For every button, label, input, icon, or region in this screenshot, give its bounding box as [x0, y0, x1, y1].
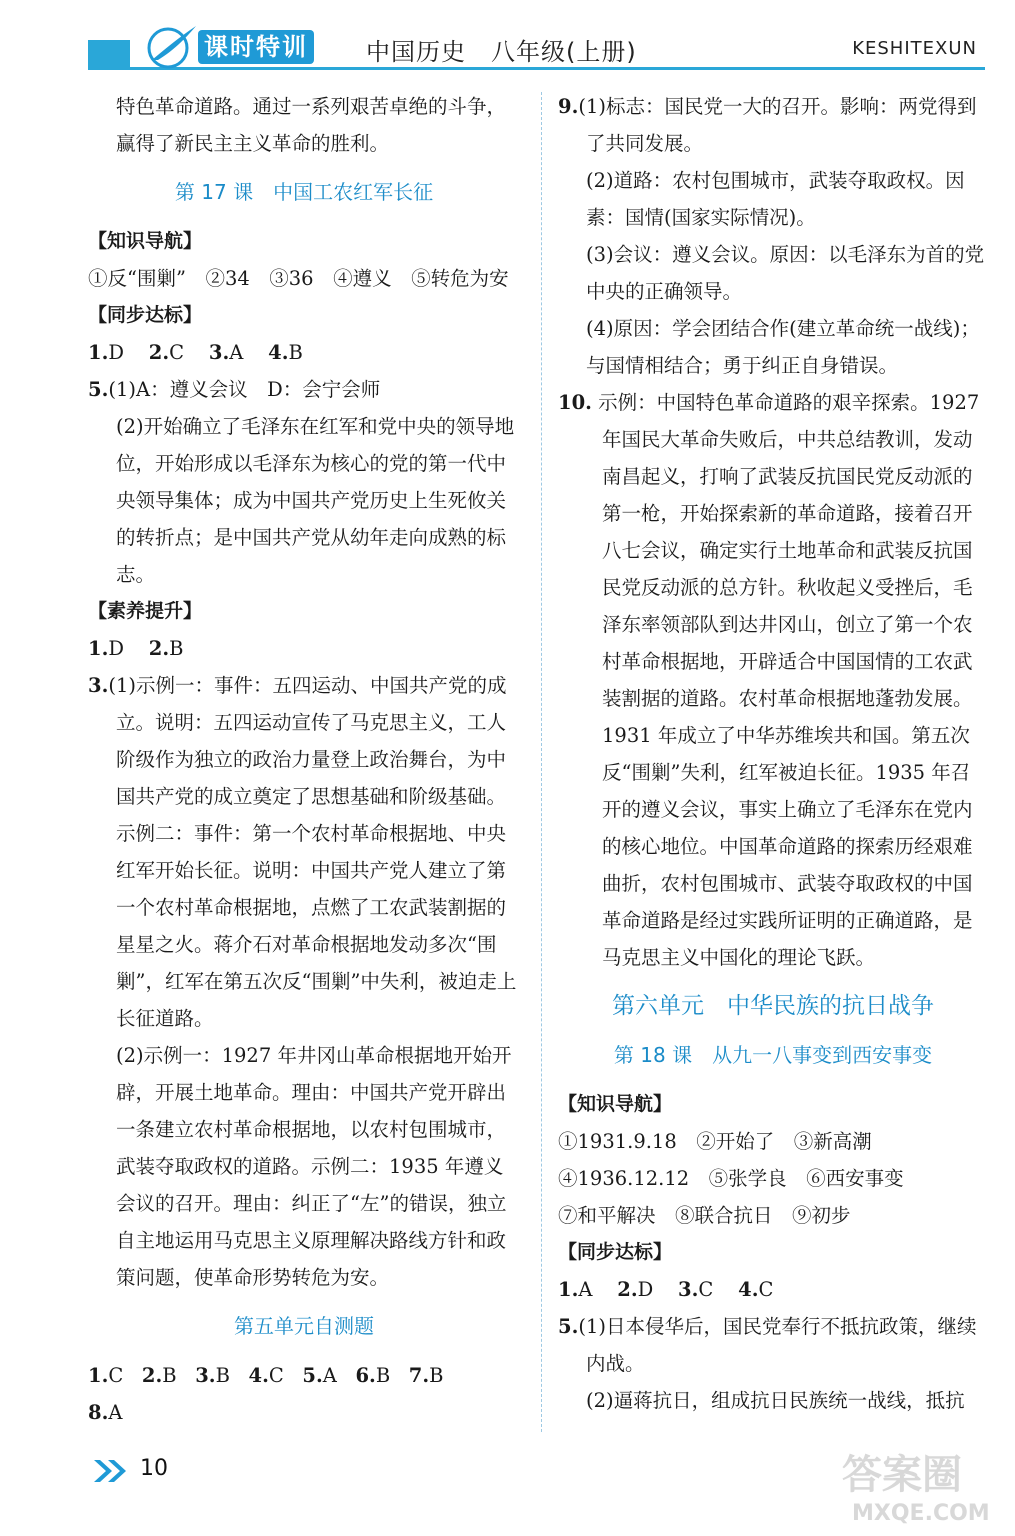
right-column [558, 88, 988, 1419]
svg-text:答案圈: 答案圈 [842, 1452, 962, 1498]
feather-logo-icon [140, 20, 200, 70]
tongbu-answer-row: 1.D 2.C 3.A 4.B [88, 341, 303, 364]
brand-title: 课时特训 [198, 30, 314, 64]
question-5-part-2: (2)开始确立了毛泽东在红军和党中央的领导地位，开始形成以毛泽东为核心的党的第一代中央领导集体；成为中国共产党历史上生死攸关的转折点；是中国共产党从幼年走向成熟的标志。 [116, 415, 515, 586]
unit-6-title: 第六单元 中华民族的抗日战争 [612, 993, 934, 1019]
header-rule [130, 67, 985, 70]
unit-5-answer-row: 1.C 2.B 3.B 4.C 5.A 6.B 7.B [88, 1364, 444, 1387]
question-5-part-1: 5.(1)日本侵华后，国民党奉行不抵抗政策，继续内战。 [558, 1315, 977, 1375]
zhishi-answers: ①反“围剿” ②34 ③36 ④遵义 ⑤转危为安 [88, 267, 509, 290]
question-5-part-1: 5.(1)A：遵义会议 D：会宁会师 [88, 378, 381, 401]
question-9-part-2: (2)道路：农村包围城市，武装夺取政权。因素：国情(国家实际情况)。 [586, 169, 965, 229]
question-9-part-4: (4)原因：学会团结合作(建立革命统一战线)；与国情相结合；勇于纠正自身错误。 [586, 317, 980, 377]
zhishi-answers-line: ⑦和平解决 ⑧联合抗日 ⑨初步 [558, 1204, 851, 1227]
zhishi-answers-line: ①1931.9.18 ②开始了 ③新高潮 [558, 1130, 872, 1153]
watermark-logo [832, 1438, 1002, 1528]
unit-5-answer-row: 8.A [88, 1401, 123, 1424]
double-chevron-icon [92, 1458, 132, 1484]
left-column [88, 88, 520, 1431]
question-3-part-2: (2)示例一：1927 年井冈山革命根据地开始开辟，开展土地革命。理由：中国共产党开辟出一条建立农村革命根据地，以农村包围城市，武装夺取政权的道路。示例二：1935 年遵义会议的召开。理由：纠正了“左”的错误，独立自主地运用马克思主义原理解决路线方针和政策问题，使革命形势转危为安。 [116, 1044, 512, 1289]
question-9-part-3: (3)会议：遵义会议。原因：以毛泽东为首的党中央的正确领导。 [586, 243, 985, 303]
lesson-18-title: 第 18 课 从九一八事变到西安事变 [613, 1043, 933, 1067]
question-10: 10. 示例：中国特色革命道路的艰辛探索。1927 年国民大革命失败后，中共总结教训，发动南昌起义，打响了武装反抗国民党反动派的第一枪，开始探索新的革命道路，接着召开八七会议，确定实行土地革命和武装反抗国民党反动派的总方针。秋收起义受挫后，毛泽东率领部队到达井冈山，创立了第一个农村革命根据地，开辟适合中国国情的工农武装割据的道路。农村革命根据地蓬勃发展。1931 年成立了中华苏维埃共和国。第五次反“围剿”失利，红军被迫长征。1935 年召开的遵义会议，事实上确立了毛泽东在党内的核心地位。中国革命道路的探索历经艰难曲折，农村包围城市、武装夺取政权的中国革命道路是经过实践所证明的正确道路，是马克思主义中国化的理论飞跃。 [558, 391, 980, 969]
page-number: 10 [140, 1456, 168, 1481]
section-heading-zhishi: 【知识导航】 [558, 1093, 673, 1115]
section-heading-tongbu: 【同步达标】 [88, 304, 203, 326]
intro-line: 特色革命道路。通过一系列艰苦卓绝的斗争， [116, 95, 507, 118]
intro-line: 赢得了新民主主义革命的胜利。 [116, 132, 390, 155]
question-3-part-1: 3.(1)示例一：事件：五四运动、中国共产党的成立。说明：五四运动宣传了马克思主义，工人阶级作为独立的政治力量登上政治舞台，为中国共产党的成立奠定了思想基础和阶级基础。示例二：事件：第一个农村革命根据地、中央红军开始长征。说明：中国共产党人建立了第一个农村革命根据地，点燃了工农武装割据的星星之火。蒋介石对革命根据地发动多次“围剿”，红军在第五次反“围剿”中失利，被迫走上长征道路。 [88, 674, 517, 1030]
subject-title: 中国历史 八年级(上册) [366, 38, 637, 66]
header-color-block [88, 40, 130, 70]
lesson-17-title: 第 17 课 中国工农红军长征 [174, 180, 434, 204]
section-heading-suyang: 【素养提升】 [88, 600, 203, 622]
question-9-part-1: 9.(1)标志：国民党一大的召开。影响：两党得到了共同发展。 [558, 95, 977, 155]
unit-5-test-title: 第五单元自测题 [234, 1314, 374, 1338]
column-divider [541, 92, 542, 1432]
section-heading-tongbu: 【同步达标】 [558, 1241, 673, 1263]
tongbu-answer-row: 1.A 2.D 3.C 4.C [558, 1278, 774, 1301]
svg-text:MXQE.COM: MXQE.COM [852, 1501, 990, 1526]
zhishi-answers-line: ④1936.12.12 ⑤张学良 ⑥西安事变 [558, 1167, 904, 1190]
suyang-answer-row: 1.D 2.B [88, 637, 184, 660]
brand-pinyin: KESHITEXUN [852, 38, 977, 59]
question-5-part-2: (2)逼蒋抗日，组成抗日民族统一战线，抵抗 [586, 1389, 965, 1412]
page-header [0, 0, 1015, 70]
section-heading-zhishi: 【知识导航】 [88, 230, 203, 252]
